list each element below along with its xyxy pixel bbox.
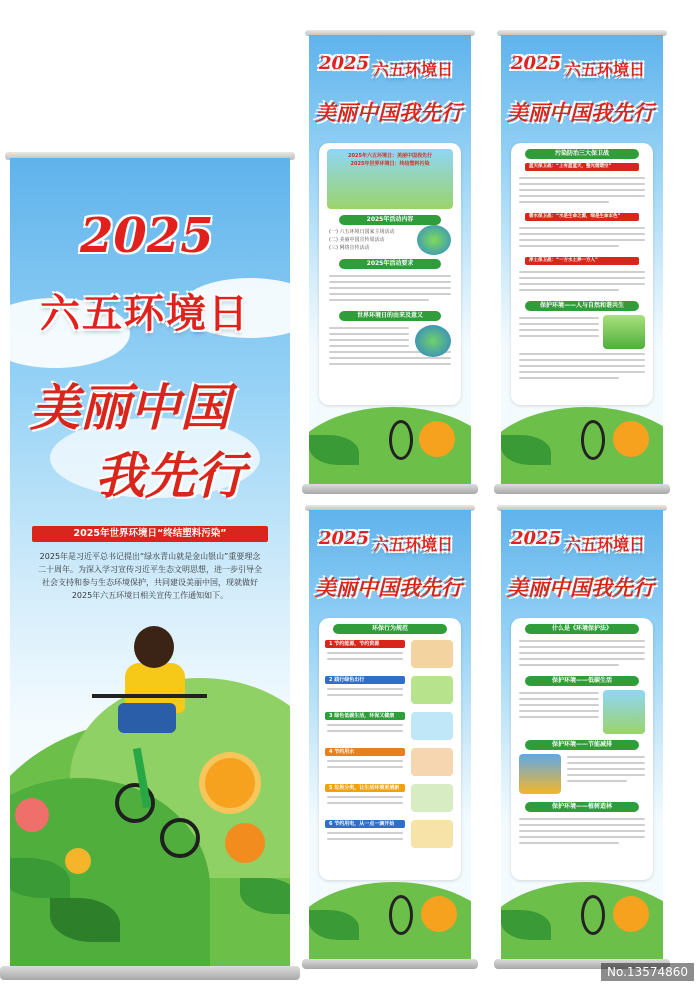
main-slogan-line1: 美丽中国 — [30, 378, 230, 437]
banner3-event: 六五环境日 — [565, 60, 646, 79]
text-line — [329, 339, 409, 341]
banner4-content-card — [319, 618, 461, 880]
main-banner — [10, 158, 290, 968]
section-what-is-law: 什么是《环境保护法》 — [525, 624, 639, 634]
bike-wheel — [581, 420, 605, 460]
banner3-content-card — [511, 143, 653, 405]
text-line — [519, 189, 645, 191]
text-line — [519, 371, 645, 373]
flower — [15, 798, 49, 832]
main-event-title: 六五环境日 — [40, 291, 250, 337]
text-line — [327, 694, 403, 696]
behavior-item-2: 2 践行绿色出行 — [325, 676, 405, 684]
text-line — [329, 333, 409, 335]
text-line — [519, 692, 599, 694]
text-line — [519, 323, 599, 325]
behavior-item-4: 4 节约用水 — [325, 748, 405, 756]
banner3-base — [494, 484, 670, 494]
text-line — [519, 183, 645, 185]
flower — [225, 823, 265, 863]
text-line — [519, 652, 645, 654]
text-line — [519, 836, 645, 838]
text-line — [519, 271, 645, 273]
banner5-event: 六五环境日 — [565, 535, 646, 554]
text-line — [519, 664, 619, 666]
text-line — [519, 335, 599, 337]
bike-wheel — [581, 895, 605, 935]
behavior-item-1: 1 节约能源，节约资源 — [325, 640, 405, 648]
banner2-year: 2025 — [319, 53, 370, 74]
harmony-illustration — [603, 315, 645, 349]
banner4-year: 2025 — [319, 528, 370, 549]
flower — [205, 758, 255, 808]
activity-illustration — [327, 149, 453, 209]
banner2-content-card — [319, 143, 461, 405]
section-three-battles: 污染防治三大保卫战 — [525, 149, 639, 159]
text-line — [519, 201, 609, 203]
text-line — [519, 658, 645, 660]
lightbulb-icon — [411, 676, 453, 704]
flower — [419, 421, 455, 457]
kid-head — [134, 626, 174, 668]
banner4-event: 六五环境日 — [373, 535, 454, 554]
text-line — [329, 281, 451, 283]
flower — [613, 421, 649, 457]
banner5-content-card — [511, 618, 653, 880]
caption-2: 2025年世界环境日：终结塑料污染 — [350, 161, 430, 167]
text-line — [327, 802, 403, 804]
text-line — [567, 762, 645, 764]
behavior-item-6: 6 节约用电，从一点一滴开始 — [325, 820, 405, 828]
text-line — [327, 652, 403, 654]
banner2-slogan: 美丽中国我先行 — [315, 100, 462, 125]
bike-handlebar — [92, 694, 207, 698]
behavior-item-3: 3 绿色低碳生活，环保又健康 — [325, 712, 405, 720]
text-line — [329, 293, 451, 295]
text-line — [519, 646, 645, 648]
earth-icon — [417, 225, 451, 255]
banner-law — [501, 510, 663, 960]
text-line — [519, 233, 645, 235]
text-line — [329, 287, 451, 289]
text-line — [519, 365, 645, 367]
text-line — [567, 774, 645, 776]
text-line — [567, 780, 627, 782]
text-line — [329, 357, 451, 359]
text-line — [519, 353, 645, 355]
activity-item-3: (三) 网络宣传活动 — [329, 245, 370, 251]
banner3-year: 2025 — [511, 53, 562, 74]
banner5-slogan: 美丽中国我先行 — [507, 575, 654, 600]
text-line — [519, 227, 645, 229]
flower — [421, 896, 457, 932]
text-line — [519, 716, 599, 718]
caption-1: 2025年六五环境日：美丽中国我先行 — [348, 153, 432, 159]
banner-activities — [309, 35, 471, 485]
bike-wheel — [389, 895, 413, 935]
bike-front-wheel — [160, 818, 200, 858]
activity-item-2: (二) 美丽中国宣传周活动 — [329, 237, 385, 243]
text-line — [329, 299, 429, 301]
text-line — [327, 724, 403, 726]
main-slogan-line2: 我先行 — [95, 446, 245, 505]
low-carbon-illustration — [603, 690, 645, 734]
text-line — [327, 796, 403, 798]
section-activity-content: 2025年活动内容 — [339, 215, 441, 225]
globe-icon — [415, 325, 451, 357]
text-line — [327, 832, 403, 834]
text-line — [327, 760, 403, 762]
banner4-base — [302, 959, 478, 969]
text-line — [327, 766, 403, 768]
text-line — [519, 818, 645, 820]
text-line — [519, 704, 599, 706]
text-line — [519, 195, 645, 197]
text-line — [567, 768, 645, 770]
bike-wheel — [389, 420, 413, 460]
flower — [65, 848, 91, 874]
text-line — [519, 245, 619, 247]
text-line — [519, 239, 645, 241]
section-harmony: 保护环境——人与自然和谐共生 — [525, 301, 639, 311]
banner3-slogan: 美丽中国我先行 — [507, 100, 654, 125]
banner5-year: 2025 — [511, 528, 562, 549]
text-line — [329, 275, 451, 277]
banner2-base — [302, 484, 478, 494]
flower — [613, 896, 649, 932]
text-line — [519, 710, 599, 712]
section-low-carbon: 保护环境——低碳生活 — [525, 676, 639, 686]
banner2-event: 六五环境日 — [373, 60, 454, 79]
text-line — [519, 329, 599, 331]
banner4-slogan: 美丽中国我先行 — [315, 575, 462, 600]
text-line — [519, 377, 619, 379]
text-line — [519, 830, 645, 832]
text-line — [519, 283, 645, 285]
section-origin: 世界环境日的由来及意义 — [339, 311, 441, 321]
recycle-illustration — [411, 784, 453, 812]
text-line — [329, 363, 451, 365]
text-line — [519, 317, 599, 319]
banner-behaviors — [309, 510, 471, 960]
text-line — [327, 838, 403, 840]
main-year: 2025 — [80, 208, 214, 264]
section-activity-requirements: 2025年活动要求 — [339, 259, 441, 269]
banner-pollution — [501, 35, 663, 485]
tag-blue-sky: 蓝天保卫战：“上有蓝蓝天，整光熠熠空” — [525, 163, 639, 171]
tag-pure-soil: 净土保卫战：“一方水土养一方人” — [525, 257, 639, 265]
activity-item-1: (一) 六五环境日国家主场活动 — [329, 229, 395, 235]
sorting-illustration — [411, 820, 453, 848]
text-line — [329, 327, 409, 329]
text-line — [519, 177, 645, 179]
water-illustration — [411, 748, 453, 776]
cycling-illustration — [411, 712, 453, 740]
main-intro-text: 2025年是习近平总书记提出“绿水青山就是金山银山”重要理念二十周年。为深入学习宣传习近平生态文明思想，进一步引导全社会支持和参与生态环境保护，共同建设美丽中国，现就做好2025年六五环境日相关宣传工作通知如下。 — [38, 552, 262, 600]
text-line — [519, 277, 645, 279]
text-line — [327, 658, 403, 660]
section-behavior-norms: 环保行为规范 — [333, 624, 447, 634]
main-theme-bar: 2025年世界环境日“终结塑料污染” — [32, 526, 268, 542]
main-banner-base — [0, 966, 300, 980]
kid-shorts — [118, 703, 176, 733]
text-line — [567, 756, 645, 758]
behavior-item-5: 5 垃圾分类，让生活环境更清新 — [325, 784, 405, 792]
text-line — [519, 289, 619, 291]
text-line — [519, 842, 619, 844]
text-line — [519, 824, 645, 826]
solar-illustration — [519, 754, 561, 794]
section-tree-planting: 保护环境——植树造林 — [525, 802, 639, 812]
text-line — [327, 688, 403, 690]
text-line — [519, 640, 645, 642]
text-line — [519, 698, 599, 700]
tag-clear-water: 碧水保卫战：“水是生命之源，绿是生命本色” — [525, 213, 639, 221]
section-energy-saving: 保护环境——节能减排 — [525, 740, 639, 750]
watermark-id: No.13574860 — [601, 963, 694, 981]
text-line — [519, 359, 645, 361]
text-line — [327, 730, 403, 732]
behavior-illustration — [411, 640, 453, 668]
text-line — [329, 345, 409, 347]
